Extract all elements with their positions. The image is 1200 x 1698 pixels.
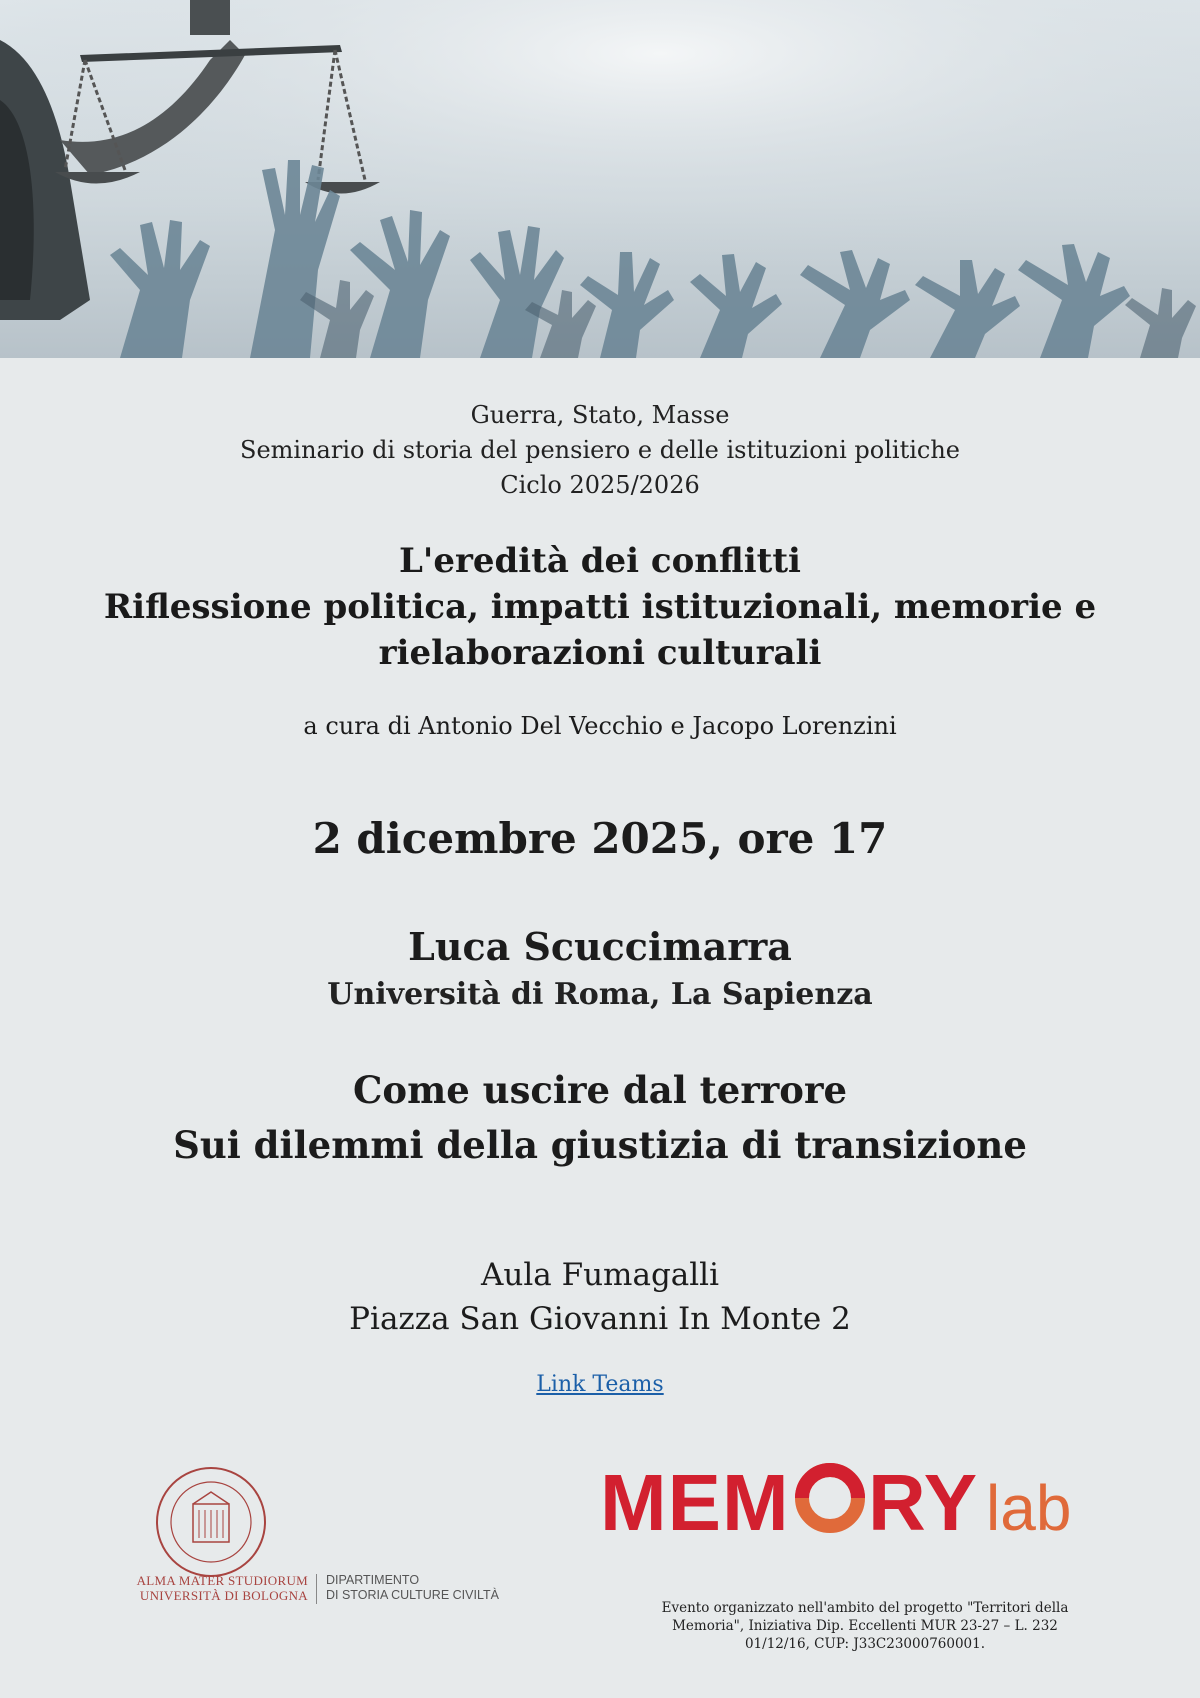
logo-divider xyxy=(316,1574,317,1604)
department-line-1: DIPARTIMENTO xyxy=(326,1573,420,1587)
curators: a cura di Antonio Del Vecchio e Jacopo Lorenzini xyxy=(303,712,897,740)
memorylab-wordmark-icon xyxy=(598,1458,1118,1538)
unibo-logo xyxy=(108,1460,508,1620)
talk-title-line-2: Sui dilemmi della giustizia di transizione xyxy=(173,1123,1027,1167)
footnote xyxy=(615,1599,1115,1653)
venue-room: Aula Fumagalli xyxy=(480,1257,720,1293)
teams-link-container xyxy=(0,1370,1200,1400)
department-name xyxy=(326,1573,516,1603)
svg-text:MEM: MEM xyxy=(600,1458,790,1538)
footnote-line-1: Evento organizzato nell'ambito del progetto "Territori della xyxy=(661,1600,1069,1616)
svg-text:lab: lab xyxy=(986,1472,1072,1538)
unibo-name-line-2: UNIVERSITÀ DI BOLOGNA xyxy=(139,1588,308,1603)
memorylab-logo xyxy=(598,1458,1118,1538)
footnote-line-2: Memoria", Iniziativa Dip. Eccellenti MUR 23-27 – L. 232 xyxy=(672,1618,1058,1634)
venue-address: Piazza San Giovanni In Monte 2 xyxy=(349,1301,851,1337)
unibo-name xyxy=(108,1573,308,1603)
series-title: Guerra, Stato, Masse xyxy=(470,401,730,429)
unibo-name-line-1: ALMA MATER STUDIORUM xyxy=(136,1573,308,1588)
talk-title xyxy=(0,1063,1200,1173)
cycle-label: Ciclo 2025/2026 xyxy=(500,471,700,499)
page-title xyxy=(0,538,1200,676)
department-line-2: DI STORIA CULTURE CIVILTÀ xyxy=(326,1588,499,1602)
seminar-intro xyxy=(0,398,1200,503)
title-line-1: L'eredità dei conflitti xyxy=(399,541,801,581)
svg-text:RY: RY xyxy=(868,1458,979,1538)
venue xyxy=(0,1253,1200,1341)
seminar-subtitle: Seminario di storia del pensiero e delle istituzioni politiche xyxy=(240,436,960,464)
event-date: 2 dicembre 2025, ore 17 xyxy=(312,814,888,863)
hero-image xyxy=(0,0,1200,358)
title-line-3: rielaborazioni culturali xyxy=(378,633,822,673)
scales-of-justice-and-raised-hands-icon xyxy=(0,0,1200,358)
talk-title-line-1: Come uscire dal terrore xyxy=(352,1068,848,1112)
speaker-name: Luca Scuccimarra xyxy=(408,924,792,969)
unibo-seal-icon xyxy=(153,1464,269,1580)
teams-link[interactable]: Link Teams xyxy=(536,1372,664,1397)
footnote-line-3: 01/12/16, CUP: J33C23000760001. xyxy=(744,1636,986,1652)
title-line-2: Riflessione politica, impatti istituzionali, memorie e xyxy=(103,587,1097,627)
speaker-affiliation: Università di Roma, La Sapienza xyxy=(327,977,873,1012)
